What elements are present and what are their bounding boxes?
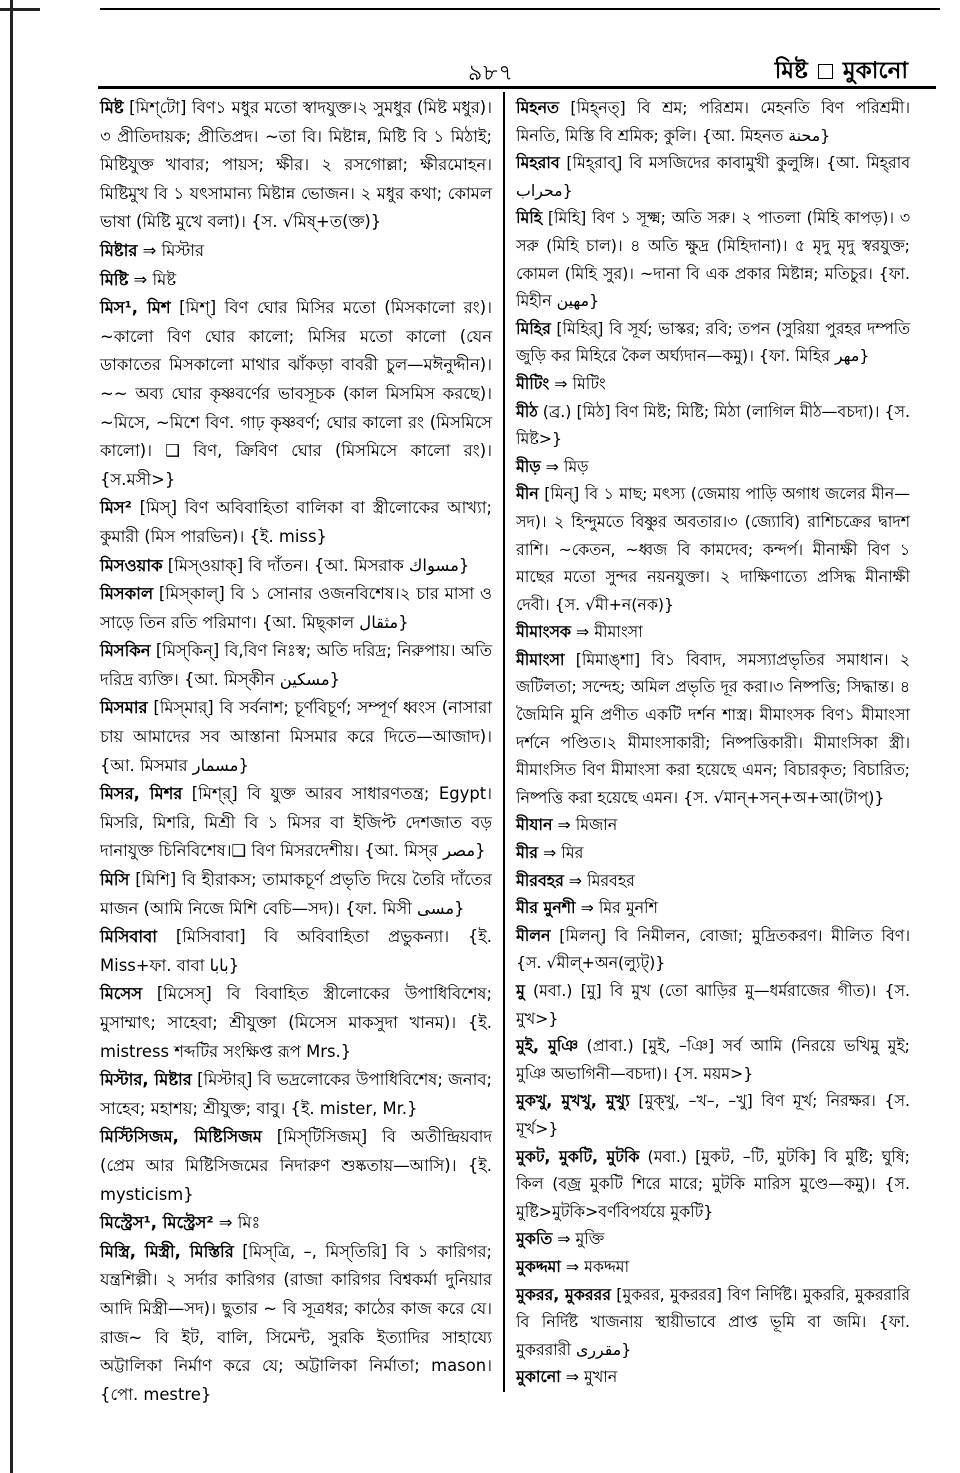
dictionary-entry	[516, 370, 910, 398]
entry-headword: মিসেস	[100, 984, 143, 1004]
entry-headword: মিসি	[100, 870, 130, 890]
dictionary-entry	[100, 980, 492, 1066]
entry-headword: মীমাংসা	[516, 649, 565, 669]
entry-headword: মুকরর, মুকররর	[516, 1284, 611, 1304]
entry-definition: [মিশি] বি হীরাকস; তামাকচূর্ণ প্রভৃতি দিয়ে তৈরি দাঁতের মাজন (আমি নিজে মিশি বেচি—সদ)। {ফা. মিসী مسى}	[100, 870, 493, 918]
entry-headword: মিস্ত্রি, মিস্ত্রী, মিস্তিরি	[100, 1241, 234, 1261]
entry-definition: [মিস্] বিণ অবিবাহিতা বালিকা বা স্ত্রীলোকের আখ্যা; কুমারী (মিস পারভিন)। {ই. miss}	[100, 498, 492, 546]
entry-definition: ⇒ মীমাংসা	[575, 622, 643, 642]
entry-headword: মিসর, মিশর	[100, 784, 183, 804]
dictionary-entry	[516, 1225, 910, 1253]
dictionary-entry	[516, 94, 910, 149]
entry-definition: [মিস্ওয়াক্] বি দাঁতন। {আ. মিসরাক مسواك}	[167, 555, 470, 575]
entry-headword: মিসওয়াক	[100, 555, 163, 575]
entry-headword: মিষ্টি	[100, 269, 129, 289]
dictionary-entry	[516, 1032, 910, 1087]
dictionary-entry	[100, 94, 492, 237]
separator-box-icon	[818, 64, 833, 79]
dictionary-entry	[100, 580, 492, 637]
dictionary-entry	[516, 811, 910, 839]
dictionary-entry	[100, 780, 492, 866]
entry-headword: মু	[516, 981, 525, 1000]
entry-definition: [মিশ্‌টো] বিণ১ মধুর মতো স্বাদযুক্ত।২ সুমধুর (মিষ্ট মধুর)। ৩ প্রীতিদায়ক; প্রীতিপ্রদ। ~তা বি। মিষ্টান্ন, মিষ্টি বি ১ মিঠাই; মিষ্টিযুক্ত খাবার; পায়স; ক্ষীর। ২ রসগোল্লা; ক্ষীরমোহন। মিষ্টিমুখ বি ১ যৎসামান্য মিষ্টান্ন ভোজন। ২ মধুর কথা; কোমল ভাষা (মিষ্টি মুখে বলা)। {স. √মিষ্+ত(ক্ত)}	[100, 98, 492, 232]
entry-headword: মিসকিন	[100, 641, 151, 661]
page-number: ৯৮৭	[468, 61, 514, 86]
entry-definition: [মিসিবাবা] বি অবিবাহিতা প্রভুকন্যা। {ই. Miss+ফা. বাবা بابا}	[100, 927, 492, 975]
entry-definition: (ব্র.) [মিঠ] বিণ মিষ্ট; মিষ্টি; মিঠা (লাগিল মীঠ—বচদা)। {স. মিষ্ট>}	[516, 401, 910, 449]
dictionary-entry	[516, 1087, 910, 1142]
dictionary-entry	[100, 1238, 492, 1410]
entry-definition: ⇒ মিটিং	[554, 373, 606, 393]
entry-definition: [মিস্টার্] বি ভদ্রলোকের উপাধিবিশেষ; জনাব; সাহেব; মহাশয়; শ্রীযুক্ত; বাবু। {ই. mister, Mr.}	[100, 1070, 492, 1118]
scan-binding-edge	[10, 0, 13, 1473]
entry-definition: [মিস্‌কিন্] বি,বিণ নিঃস্ব; অতি দরিদ্র; নিরুপায়। অতি দরিদ্র ব্যক্তি। {আ. মিস্‌কীন مسكين}	[100, 641, 492, 689]
entry-headword: মিসকাল	[100, 584, 154, 604]
entry-headword: মিস¹, মিশ	[100, 298, 171, 318]
dictionary-entry	[100, 694, 492, 780]
dictionary-entry	[516, 453, 910, 481]
entry-headword: মীর মুনশী	[516, 898, 576, 918]
dictionary-entry	[100, 637, 492, 694]
entry-headword: মীন	[516, 484, 539, 504]
dictionary-entry	[100, 294, 492, 494]
entry-definition: ⇒ মকদ্দমা	[565, 1256, 630, 1276]
dictionary-entry	[516, 839, 910, 867]
entry-headword: মুই, মুঞি	[516, 1036, 578, 1056]
entry-headword: মিহির	[516, 318, 551, 338]
entry-headword: মুকখু, মুখখু, মুখ্যু	[516, 1091, 630, 1111]
entry-definition: [মিহির্] বি সূর্য; ভাস্কর; রবি; তপন (সুরিয়া পুরহর দম্পতি জুড়ি কর মিহিরে কৈল অর্ঘ্যদান—কমু)। {ফা. মিহির مهر}	[516, 318, 910, 366]
dictionary-entry	[516, 480, 910, 618]
dictionary-entry	[516, 149, 910, 204]
dictionary-entry	[516, 1363, 910, 1391]
dictionary-entry	[516, 204, 910, 314]
entry-definition: ⇒ মিড়	[545, 456, 589, 476]
entry-definition: ⇒ মুক্তি	[557, 1229, 605, 1249]
dictionary-entry	[100, 1066, 492, 1123]
entry-headword: মিস্ট্রেস¹, মিস্ট্রেস²	[100, 1213, 214, 1233]
entry-headword: মীরবহর	[516, 870, 564, 890]
entry-definition: [মিস্‌ত্রি, –, মিস্‌তিরি] বি ১ কারিগর; যন্ত্রশিল্পী। ২ সর্দার কারিগর (রাজা কারিগর বিশ্বকর্মা দুনিয়ার আদি মিস্ত্রী—সদ)। ছুতার ~ বি সূত্রধর; কাঠের কাজ করে যে। রাজ~ বি ইট, বালি, সিমেন্ট, সুরকি ইত্যাদির সাহায্যে অট্টালিকা নির্মাণ করে যে; অট্টালিকা নির্মাতা; mason। {পো. mestre}	[100, 1241, 492, 1404]
dictionary-entry	[516, 646, 910, 812]
entry-headword: মুকট, মুকটি, মুটকি	[516, 1146, 640, 1166]
dictionary-entry	[100, 1209, 492, 1238]
entry-headword: মিহরাব	[516, 153, 560, 173]
entry-headword: মিস্টিসিজম, মিষ্টিসিজম	[100, 1127, 262, 1147]
entry-headword: মিষ্ট	[100, 98, 124, 117]
dictionary-entry	[100, 1123, 492, 1209]
right-column	[516, 94, 910, 1391]
entry-headword: মিহনত	[516, 98, 559, 117]
entry-definition: [মুক্‌খু, –খ–, –খু] বিণ মূর্খ; নিরক্ষর। {স. মূর্খ>}	[516, 1091, 910, 1138]
entry-headword: মীটিং	[516, 373, 550, 393]
entry-definition: [মিন্] বি ১ মাছ; মৎস্য (জেমায় পাড়ি অগাধ জলের মীন—সদ)। ২ হিন্দুমতে বিষ্ণুর অবতার।৩ (জ্যোবি) রাশিচক্রের দ্বাদশ রাশি। ~কেতন, ~ধ্বজ বি কামদেব; কন্দর্প। মীনাক্ষী বিণ ১ মাছের মতো সুন্দর নয়নযুক্তা। ২ দাক্ষিণাত্যে প্রসিদ্ধ মীনাক্ষী দেবী। {স. √মী+ন(নক)}	[516, 484, 910, 614]
scan-top-mark	[0, 8, 40, 11]
dictionary-entry	[516, 398, 910, 453]
dictionary-entry	[516, 1281, 910, 1364]
dictionary-entry	[100, 237, 492, 266]
dictionary-entry	[100, 866, 492, 923]
entry-definition: [মিহ্‌রাব্] বি মসজিদের কাবামুখী কুলুঙ্গি। {আ. মিহ্‌রাব محراب}	[516, 153, 910, 200]
dictionary-entry	[516, 315, 910, 370]
entry-definition: [মিলন্] বি নিমীলন, বোজা; মুদ্রিতকরণ। মীলিত বিণ। {স. √মীল্+অন(ল্যুট্)}	[516, 925, 910, 973]
dictionary-entry	[100, 552, 492, 581]
page-top-rule	[100, 8, 940, 10]
running-head-last: মুকানো	[842, 58, 908, 84]
entry-definition: (প্রাবা.) [মুই, –ঞি] সর্ব আমি (নিরয়ে ভখিমু মুই; মুঞি অভাগিনী—বচদা)। {স. ময়ম>}	[516, 1036, 910, 1083]
entry-headword: মিস²	[100, 498, 132, 518]
dictionary-entry	[516, 894, 910, 922]
header-rule	[98, 86, 936, 89]
dictionary-entry	[516, 977, 910, 1032]
dictionary-entry	[100, 923, 492, 980]
entry-headword: মীলন	[516, 925, 551, 945]
entry-headword: মুকানো	[516, 1367, 561, 1387]
dictionary-entry	[516, 618, 910, 646]
entry-definition: [মিসেস্] বি বিবাহিত স্ত্রীলোকের উপাধিবিশেষ; মুসাম্মাৎ; সাহেবা; শ্রীযুক্তা (মিসেস মাকসুদা খানম)। {ই. mistress শব্দটির সংক্ষিপ্ত রূপ Mrs.}	[100, 984, 492, 1061]
entry-headword: মীমাংসক	[516, 622, 571, 642]
entry-headword: মুকদ্দমা	[516, 1256, 561, 1276]
left-column	[100, 94, 492, 1409]
entry-headword: মিসমার	[100, 698, 148, 718]
dictionary-entry	[516, 922, 910, 977]
entry-definition: [মিশ্] বিণ ঘোর মিসির মতো (মিসকালো রং)। ~কালো বিণ ঘোর কালো; মিসির মতো কালো (যেন ডাকাতের মিসকালো মাথার ঝাঁকড়া বাবরী চুল—মঈনুদ্দীন)। ~~ অব্য ঘোর কৃষ্ণবর্ণের ভাবসূচক (কাল মিসমিস করছে)। ~মিসে, ~মিশে বিণ. গাঢ় কৃষ্ণবর্ণ; ঘোর কালো রং (মিসমিসে কালো)। ❑ বিণ, ক্রিবিণ ঘোর (মিসমিসে কালো রং)। {স.মসী>}	[100, 298, 492, 489]
entry-definition: [মিস্‌টিসিজম্] বি অতীন্দ্রিয়বাদ (প্রেম আর মিষ্টিসিজমের নিদারুণ শুষ্কতায়—আসি)। {ই. mysticism}	[100, 1127, 492, 1204]
entry-headword: মীঠ	[516, 401, 538, 421]
entry-definition: [মিস্‌কাল্] বি ১ সোনার ওজনবিশেষ।২ চার মাসা ও সাড়ে তিন রতি পরিমাণ। {আ. মিছ্‌কাল مثقال}	[100, 584, 492, 632]
entry-headword: মীড়	[516, 456, 541, 476]
entry-definition: ⇒ মিষ্ট	[133, 269, 177, 289]
running-head-first: মিষ্ট	[774, 58, 808, 84]
entry-headword: মিষ্টার	[100, 240, 138, 260]
entry-definition: [মিমাঙ্‌শা] বি১ বিবাদ, সমস্যাপ্রভৃতির সমাধান। ২ জটিলতা; সন্দেহ; অমিল প্রভৃতি দূর করা।৩ নিষ্পত্তি; সিদ্ধান্ত। ৪ জৈমিনি মুনি প্রণীত একটি দর্শন শাস্ত্র। মীমাংসক বিণ১ মীমাংসা দর্শনে পণ্ডিত।২ মীমাংসাকারী; নিষ্পত্তিকারী। মীমাংসিকা স্ত্রী। মীমাংসিত বিণ মীমাংসা করা হয়েছে এমন; বিচারকৃত; বিচারিত; নিষ্পত্তি করা হয়েছে এমন। {স. √মান্+সন্+অ+আ(টাপ্)}	[516, 649, 910, 807]
entry-definition: (মবা.) [মু] বি মুখ (তো ঝাড়ির মু—ধর্মরাজের গীত)। {স. মুখ>}	[516, 981, 910, 1028]
dictionary-entry	[100, 494, 492, 551]
entry-definition: [মিস্‌মার্] বি সর্বনাশ; চূর্ণবিচূর্ণ; সম্পূর্ণ ধ্বংস (নাসারা চায় আমাদের সব আস্তানা মিসমার করে দিতে—আজাদ)। {আ. মিসমার مسمار}	[100, 698, 492, 775]
entry-definition: ⇒ মির মুনশি	[580, 898, 658, 918]
entry-definition: ⇒ মিঃ	[218, 1213, 261, 1233]
dictionary-entry	[516, 1143, 910, 1226]
entry-definition: ⇒ মির	[543, 843, 584, 863]
column-divider	[503, 92, 505, 1392]
entry-definition: ⇒ মুখান	[565, 1367, 618, 1387]
entry-headword: মুকতি	[516, 1229, 553, 1249]
entry-headword: মীযান	[516, 815, 553, 835]
entry-definition: ⇒ মিজান	[557, 815, 618, 835]
entry-headword: মিসিবাবা	[100, 927, 158, 947]
entry-definition: [মিহ্‌নত্] বি শ্রম; পরিশ্রম। মেহনতি বিণ পরিশ্রমী। মিনতি, মিস্তি বি শ্রমিক; কুলি। {আ. মিহনত محنة}	[516, 98, 910, 145]
entry-headword: মীর	[516, 843, 538, 863]
entry-headword: মিহি	[516, 208, 543, 228]
entry-definition: [মিহি] বিণ ১ সূক্ষ্ম; অতি সরু। ২ পাতলা (মিহি কাপড়)। ৩ সরু (মিহি চাল)। ৪ অতি ক্ষুদ্র (মিহিদানা)। ৫ মৃদু মৃদু স্বরযুক্ত; কোমল (মিহি সুর)। ~দানা বি এক প্রকার মিষ্টান্ন; মতিচুর। {ফা. মিহীন مهين}	[516, 208, 910, 311]
dictionary-entry	[516, 1253, 910, 1281]
entry-definition: ⇒ মিরবহর	[568, 870, 635, 890]
dictionary-entry	[516, 867, 910, 895]
entry-definition: [মিশ্‌র্] বি যুক্ত আরব সাধারণতন্ত্র; Egypt। মিসরি, মিশরি, মিশ্রী বি ১ মিসর বা ইজিপ্ট দেশজাত বড় দানাযুক্ত চিনিবিশেষ।❑ বিণ মিসরদেশীয়। {আ. মিস্‌র مصر}	[100, 784, 493, 861]
entry-definition: [মুকরর, মুকররর] বিণ নির্দিষ্ট। মুকররি, মুকররারি বি নির্দিষ্ট খাজনায় স্থায়ীভাবে প্রাপ্ত ভূমি বা জমি। {ফা. মুকররারী مقررى}	[516, 1284, 911, 1359]
dictionary-entry	[100, 266, 492, 295]
entry-headword: মিস্টার, মিষ্টার	[100, 1070, 192, 1090]
entry-definition: (মবা.) [মুকট, –টি, মুটকি] বি মুষ্টি; ঘুষি; কিল (বজ্র মুকটি শিরে মারে; মুটকি মারিস মুণ্ডে—কমু)। {স. মুষ্টি>মুটকি>বর্ণবিপর্যয়ে মুকটি}	[516, 1146, 910, 1221]
entry-definition: ⇒ মিস্টার	[142, 240, 204, 260]
